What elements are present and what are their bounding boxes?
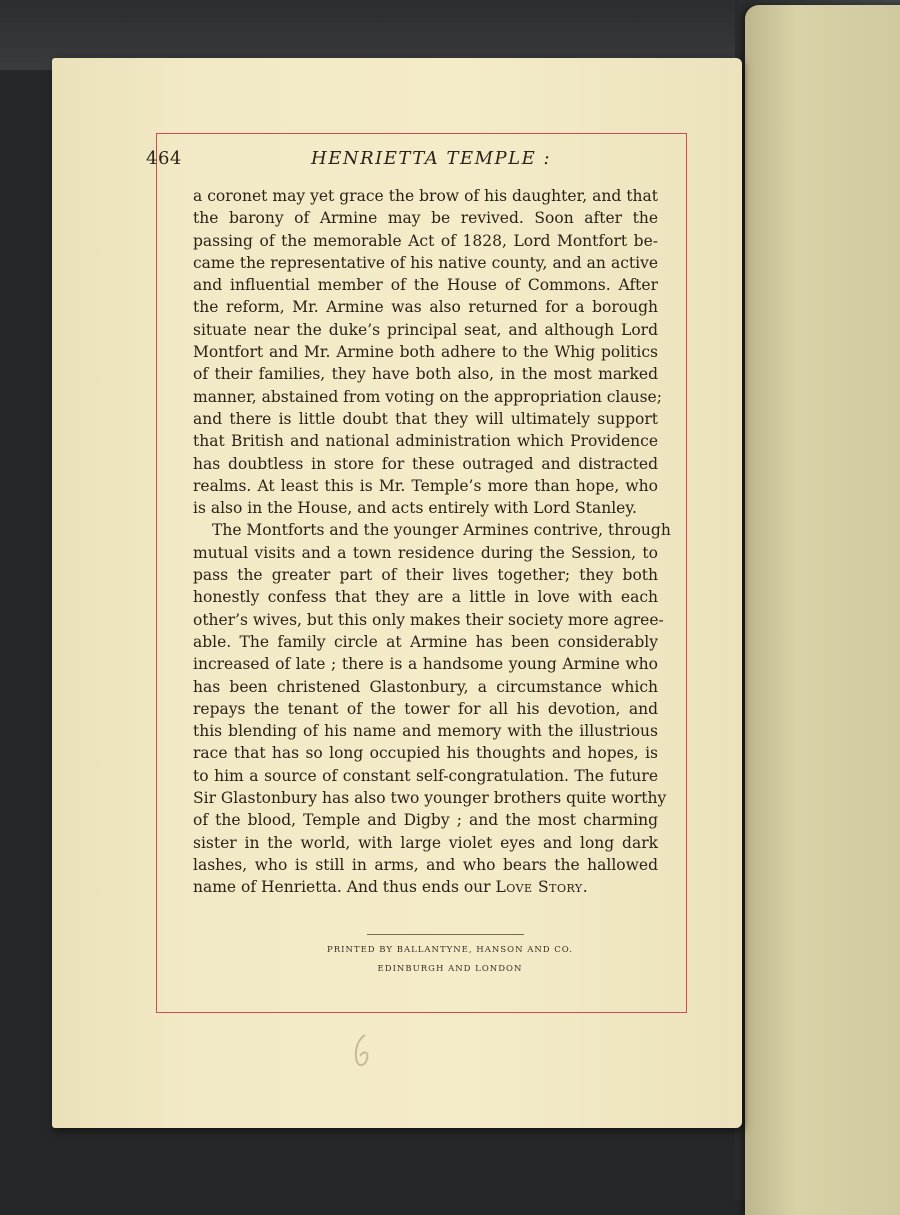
text-line: to him a source of constant self-congratulation. The future [193,766,658,785]
text-line: realms. At least this is Mr. Temple’s more than hope, who [193,476,658,495]
text-line: sister in the world, with large violet eyes and long dark [193,833,658,852]
running-head [146,148,666,178]
text-line: and there is little doubt that they will ultimately support [193,409,658,428]
final-line-text: name of Henrietta. And thus ends our [193,878,496,897]
text-line: this blending of his name and memory with the illustrious [193,722,658,741]
paragraph-start-line: The Montforts and the younger Armines contrive, through [212,521,671,540]
text-line: manner, abstained from voting on the appropriation clause; [193,387,662,406]
adjacent-page-edge [745,5,900,1215]
imprint-line-printer: PRINTED BY BALLANTYNE, HANSON AND CO. [327,945,573,955]
text-line: came the representative of his native county, and an active [193,253,658,272]
text-line: pass the greater part of their lives together; they both [193,566,658,585]
text-line: able. The family circle at Armine has been considerably [193,632,658,651]
text-line: has doubtless in store for these outraged and distracted [193,454,658,473]
text-line: that British and national administration which Providence [193,432,658,451]
text-line: lashes, who is still in arms, and who bears the hallowed [193,855,658,874]
text-line: increased of late ; there is a handsome young Armine who [193,655,658,674]
text-line: a coronet may yet grace the brow of his daughter, and that [193,187,658,205]
text-line: the barony of Armine may be revived. Soon after the [193,209,658,228]
printer-imprint [230,941,670,979]
text-line: and influential member of the House of Commons. After [193,276,658,295]
text-line: passing of the memorable Act of 1828, Lord Montfort be- [193,231,658,250]
final-text-line [193,876,658,898]
text-line: other’s wives, but this only makes their society more agree- [193,610,664,629]
text-line: race that has so long occupied his thoughts and hopes, is [193,744,658,763]
page-number: 464 [146,148,182,169]
imprint-line-place: EDINBURGH AND LONDON [377,964,523,974]
text-line: Montfort and Mr. Armine both adhere to the Whig politics [193,343,658,362]
love-story-smallcaps: Love Story. [495,878,589,897]
text-line: is also in the House, and acts entirely with Lord Stanley. [193,499,637,518]
text-line: mutual visits and a town residence during the Session, to [193,543,658,562]
text-line: of the blood, Temple and Digby ; and the most charming [193,811,658,830]
text-line: of their families, they have both also, in the most marked [193,365,658,384]
text-line: the reform, Mr. Armine was also returned for a borough [193,298,658,317]
text-line: has been christened Glastonbury, a circumstance which [193,677,658,696]
pencil-mark-icon [351,1032,373,1068]
body-text [193,185,671,899]
text-line: situate near the duke’s principal seat, and although Lord [193,320,658,339]
running-title: HENRIETTA TEMPLE : [311,148,552,169]
text-line: repays the tenant of the tower for all his devotion, and [193,699,658,718]
imprint-rule [367,934,524,935]
text-line: Sir Glastonbury has also two younger brothers quite worthy [193,789,667,808]
text-line: honestly confess that they are a little in love with each [193,588,658,607]
